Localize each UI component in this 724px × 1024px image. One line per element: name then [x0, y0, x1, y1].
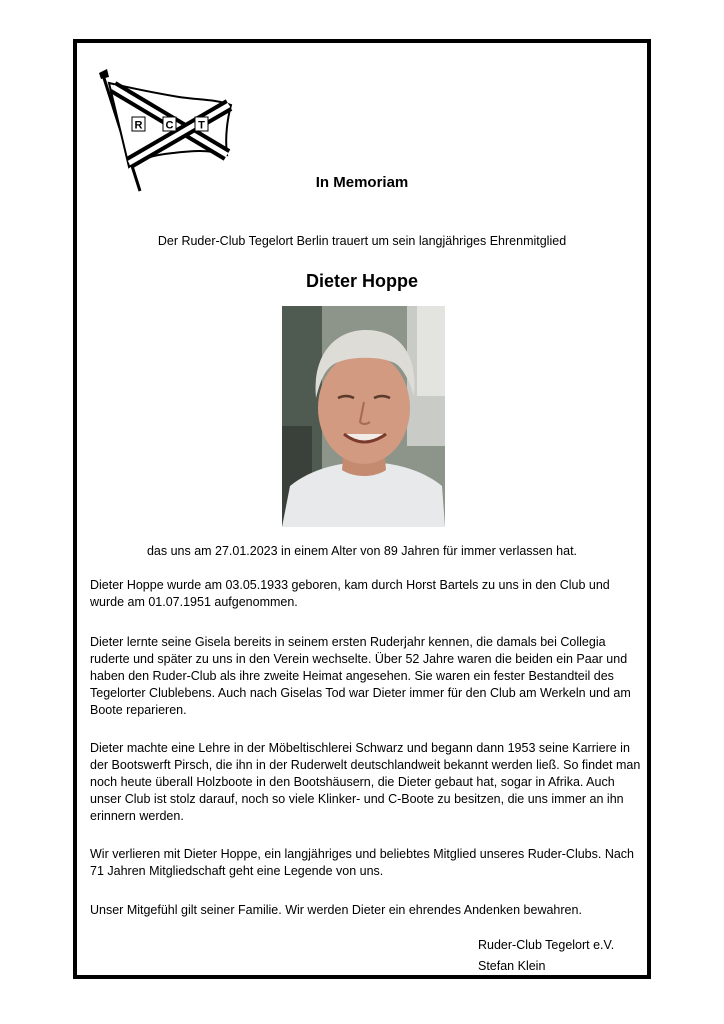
passing-note: das uns am 27.01.2023 in einem Alter von 89 Jahren für immer verlassen hat. [146, 544, 578, 558]
deceased-name: Dieter Hoppe [305, 271, 419, 291]
memorial-frame [73, 39, 651, 979]
paragraph-loss: Wir verlieren mit Dieter Hoppe, ein langjähriges und beliebtes Mitglied unseres Ruder-Clubs. Nach 71 Jahren Mitgliedschaft geht eine Legende von uns. [90, 847, 635, 878]
signature-club: Ruder-Club Tegelort e.V. [478, 938, 615, 952]
signature-block [478, 935, 614, 977]
logo-letter-r: R [134, 119, 143, 132]
page-title: In Memoriam [315, 174, 409, 191]
paragraph-career: Dieter machte eine Lehre in der Möbeltischlerei Schwarz und begann dann 1953 seine Karriere in der Bootswerft Pirsch, die ihn in der Ruderwelt deutschlandweit bekannt werden ließ. So findet man noch heute überall Holzboote in den Bootshäusern, die Dieter gebaut hat, sogar in Afrika. Auch unser Club ist stolz darauf, noch so viele Klinker- und C-Boote zu besitzen, die uns immer an ihn erinnern werden. [90, 741, 641, 823]
portrait-photo [282, 306, 445, 527]
logo-letter-t: T [198, 119, 205, 132]
intro-text: Der Ruder-Club Tegelort Berlin trauert um sein langjähriges Ehrenmitglied [157, 234, 567, 248]
paragraph-biography: Dieter Hoppe wurde am 03.05.1933 geboren, kam durch Horst Bartels zu uns in den Club und wurde am 01.07.1951 aufgenommen. [90, 578, 610, 609]
logo-letter-c: C [165, 119, 174, 132]
paragraph-gisela: Dieter lernte seine Gisela bereits in seinem ersten Ruderjahr kennen, die damals bei Collegia ruderte und später zu uns in den Verein wechselte. Über 52 Jahre waren die beiden ein Paar und haben den Ruder-Club als ihre zweite Heimat angesehen. Sie waren ein fester Bestandteil des Tegelorter Clublebens. Auch nach Giselas Tod war Dieter immer für den Club am Werkeln und am Boote reparieren. [90, 635, 631, 717]
paragraph-condolence: Unser Mitgefühl gilt seiner Familie. Wir werden Dieter ein ehrendes Andenken bewahren. [90, 903, 582, 917]
signature-person: Stefan Klein [478, 959, 546, 973]
